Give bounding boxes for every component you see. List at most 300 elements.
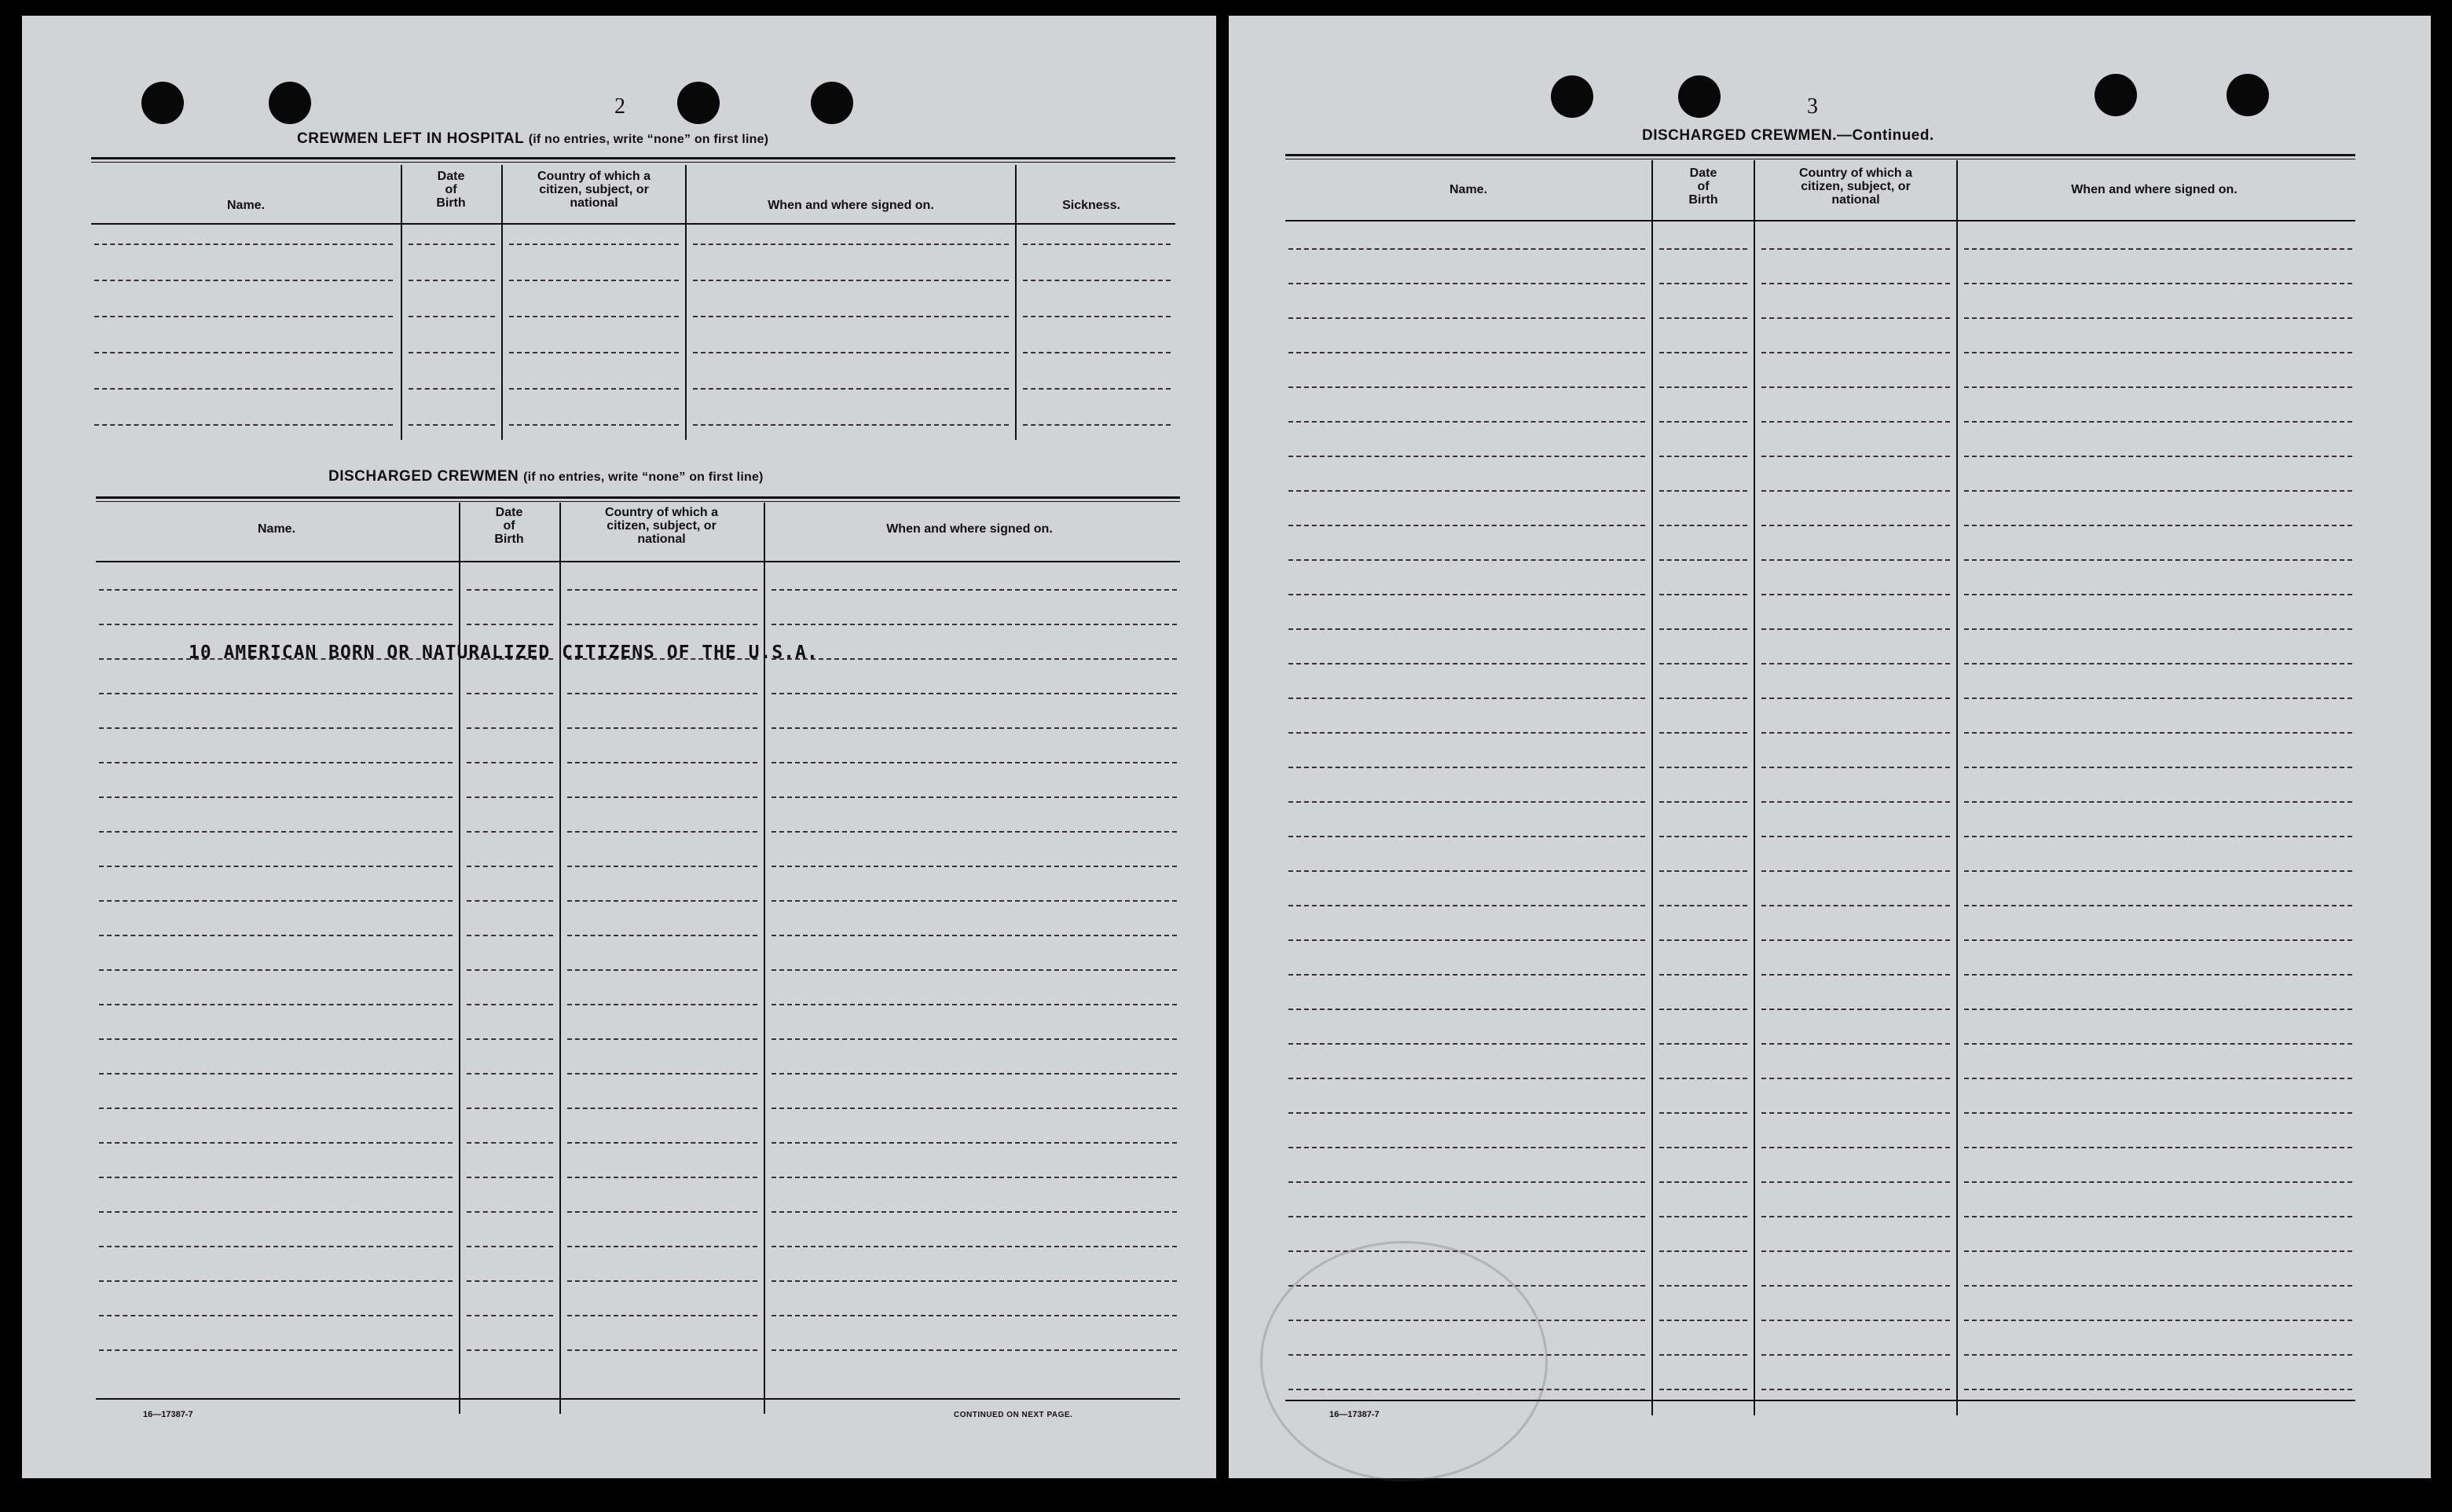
right-page [1229,16,2431,1478]
ruled-line [1659,1147,1747,1148]
page-number: 2 [614,94,625,119]
ruled-line [409,243,495,245]
ruled-line [772,762,1177,763]
ruled-line [1761,1389,1950,1390]
discharged-col-signed-on: When and where signed on. [886,522,1053,536]
ruled-line [1964,1078,2352,1079]
ruled-line [1761,490,1950,492]
discharged-col-dob: Date of Birth [494,506,524,546]
hospital-col-signed-on: When and where signed on. [768,199,934,212]
ruled-line [1288,974,1645,976]
ruled-line [99,1246,453,1247]
ruled-line [1761,1216,1950,1217]
ruled-line [772,796,1177,798]
hospital-divider [401,165,402,440]
ruled-line [1761,1354,1950,1356]
ruled-line [1659,974,1747,976]
ruled-line [1288,1112,1645,1114]
ruled-line [1288,663,1645,664]
ruled-line [1761,1147,1950,1148]
ruled-line [1288,456,1645,457]
ruled-line [1288,352,1645,353]
ruled-line [1659,456,1747,457]
ruled-line [772,624,1177,625]
punch-hole [677,82,720,124]
ruled-line [567,796,757,798]
ruled-line [1288,905,1645,906]
ruled-line [1761,421,1950,423]
right-col-country: Country of which a citizen, subject, or national [1799,167,1912,207]
right-top-rule [1285,154,2355,156]
ruled-line [567,1107,757,1109]
ruled-line [409,316,495,317]
ruled-line [693,316,1009,317]
ruled-line [1288,697,1645,699]
discharged-top-rule-thin [96,501,1180,502]
ruled-line [1659,697,1747,699]
ruled-line [772,1177,1177,1178]
ruled-line [467,1315,553,1316]
ruled-line [1761,1112,1950,1114]
ruled-line [772,1004,1177,1005]
ruled-line [1964,1043,2352,1045]
ruled-line [1659,1389,1747,1390]
ruled-line [467,900,553,902]
ruled-line [772,1038,1177,1040]
ruled-line [567,1246,757,1247]
discharged-bottom-rule [96,1398,1180,1400]
ruled-line [1659,767,1747,768]
ruled-line [1659,1354,1747,1356]
ruled-line [1761,283,1950,284]
right-divider [1754,160,1755,1415]
discharged-col-country: Country of which a citizen, subject, or national [605,506,718,546]
hospital-col-country: Country of which a citizen, subject, or national [537,170,651,210]
ruled-line [1288,939,1645,941]
punch-hole [141,82,184,124]
ruled-line [1288,490,1645,492]
ruled-line [693,388,1009,390]
ruled-line [1288,1181,1645,1183]
hospital-section-title [297,130,768,148]
typed-entry: 10 AMERICAN BORN OR NATURALIZED CITIZENS OF THE U.S.A. [189,643,819,663]
ruled-line [1288,732,1645,734]
ruled-line [1761,352,1950,353]
ruled-line [509,280,679,281]
ruled-line [99,831,453,833]
ruled-line [1659,939,1747,941]
ruled-line [567,1177,757,1178]
ruled-line [467,1142,553,1144]
ruled-line [467,1211,553,1213]
ruled-line [567,1038,757,1040]
ruled-line [1964,836,2352,837]
ruled-line [1659,801,1747,803]
ruled-line [99,1280,453,1282]
ruled-line [1761,1181,1950,1183]
ruled-line [1761,456,1950,457]
hospital-top-rule-thin [91,162,1175,163]
ruled-line [1288,594,1645,595]
ruled-line [99,900,453,902]
ruled-line [1288,1009,1645,1010]
left-page [22,16,1216,1478]
ruled-line [1659,352,1747,353]
ruled-line [772,900,1177,902]
hospital-col-sickness: Sickness. [1062,199,1120,212]
ruled-line [567,1073,757,1075]
punch-hole [2095,74,2137,116]
ruled-line [1659,1009,1747,1010]
ruled-line [772,935,1177,936]
faded-stamp [1260,1241,1548,1481]
right-divider [1956,160,1958,1415]
ruled-line [99,693,453,694]
page-number: 3 [1807,94,1818,119]
discharged-divider [764,503,765,1414]
ruled-line [1288,559,1645,561]
ruled-line [772,693,1177,694]
ruled-line [1964,1181,2352,1183]
ruled-line [1659,663,1747,664]
ruled-line [1964,1009,2352,1010]
ruled-line [1659,525,1747,526]
ruled-line [1288,1043,1645,1045]
ruled-line [467,727,553,729]
ruled-line [94,388,393,390]
hospital-top-rule [91,157,1175,159]
discharged-divider [559,503,561,1414]
punch-hole [2227,74,2269,116]
ruled-line [772,727,1177,729]
ruled-line [1964,1389,2352,1390]
ruled-line [1659,905,1747,906]
ruled-line [1964,663,2352,664]
ruled-line [1023,388,1171,390]
ruled-line [1761,1320,1950,1321]
ruled-line [1964,1320,2352,1321]
ruled-line [567,1315,757,1316]
ruled-line [467,1349,553,1351]
ruled-line [99,1349,453,1351]
ruled-line [1761,594,1950,595]
ruled-line [1964,1354,2352,1356]
ruled-line [1659,870,1747,872]
ruled-line [1761,1043,1950,1045]
hospital-divider [501,165,503,440]
ruled-line [1964,1147,2352,1148]
ruled-line [567,900,757,902]
ruled-line [467,624,553,625]
ruled-line [409,424,495,426]
ruled-line [99,624,453,625]
ruled-line [1761,801,1950,803]
ruled-line [1023,352,1171,353]
ruled-line [567,1004,757,1005]
ruled-line [94,243,393,245]
punch-hole [811,82,853,124]
ruled-line [99,935,453,936]
ruled-line [1659,490,1747,492]
ruled-line [467,1107,553,1109]
ruled-line [693,243,1009,245]
right-divider [1651,160,1653,1415]
ruled-line [467,693,553,694]
hospital-instruction: (if no entries, write “none” on first line) [528,133,769,146]
ruled-line [1288,1147,1645,1148]
ruled-line [1761,836,1950,837]
ruled-line [99,796,453,798]
ruled-line [1288,870,1645,872]
ruled-line [1964,1285,2352,1287]
ruled-line [772,1280,1177,1282]
ruled-line [99,762,453,763]
ruled-line [509,316,679,317]
ruled-line [567,727,757,729]
ruled-line [567,1349,757,1351]
ruled-line [1964,525,2352,526]
ruled-line [1288,1078,1645,1079]
ruled-line [567,935,757,936]
ruled-line [1964,283,2352,284]
ruled-line [567,831,757,833]
ruled-line [1964,490,2352,492]
ruled-line [467,1073,553,1075]
ruled-line [1964,1112,2352,1114]
ruled-line [1659,248,1747,250]
ruled-line [509,424,679,426]
ruled-line [1964,974,2352,976]
ruled-line [467,1177,553,1178]
ruled-line [1761,870,1950,872]
ruled-line [1964,317,2352,319]
ruled-line [99,866,453,867]
ruled-line [99,1038,453,1040]
ruled-line [1288,1216,1645,1217]
ruled-line [1659,421,1747,423]
hospital-col-dob: Date of Birth [436,170,466,210]
ruled-line [509,352,679,353]
ruled-line [99,1073,453,1075]
ruled-line [99,1177,453,1178]
discharged-instruction: (if no entries, write “none” on first line) [523,470,764,484]
ruled-line [772,1211,1177,1213]
ruled-line [567,762,757,763]
discharged-col-name: Name. [257,522,296,536]
ruled-line [693,352,1009,353]
discharged-top-rule [96,496,1180,499]
ruled-line [772,831,1177,833]
ruled-line [99,727,453,729]
ruled-line [1761,317,1950,319]
discharged-divider [459,503,460,1414]
ruled-line [1023,424,1171,426]
ruled-line [99,1315,453,1316]
ruled-line [467,935,553,936]
ruled-line [467,969,553,971]
ruled-line [1659,628,1747,630]
ruled-line [1288,421,1645,423]
ruled-line [772,1349,1177,1351]
ruled-line [1761,248,1950,250]
ruled-line [1964,248,2352,250]
ruled-line [1761,559,1950,561]
ruled-line [1659,559,1747,561]
ruled-line [1659,1250,1747,1252]
right-header-rule [1285,220,2355,221]
ruled-line [1964,456,2352,457]
ruled-line [1023,243,1171,245]
ruled-line [1288,248,1645,250]
ruled-line [1288,317,1645,319]
hospital-divider [685,165,687,440]
ruled-line [509,388,679,390]
ruled-line [567,624,757,625]
ruled-line [1761,1285,1950,1287]
ruled-line [1659,283,1747,284]
ruled-line [409,352,495,353]
ruled-line [772,866,1177,867]
ruled-line [1659,317,1747,319]
ruled-line [1761,974,1950,976]
right-col-name: Name. [1449,183,1488,196]
ruled-line [99,1211,453,1213]
ruled-line [467,1004,553,1005]
ruled-line [1964,801,2352,803]
ruled-line [1964,421,2352,423]
ruled-line [1964,697,2352,699]
ruled-line [1761,939,1950,941]
ruled-line [1761,1250,1950,1252]
ruled-line [1761,628,1950,630]
continued-section-title: DISCHARGED CREWMEN.—Continued. [1642,127,1934,144]
ruled-line [99,589,453,591]
hospital-divider [1015,165,1017,440]
ruled-line [1659,1216,1747,1217]
ruled-line [1761,1009,1950,1010]
ruled-line [772,1142,1177,1144]
ruled-line [467,866,553,867]
hospital-col-name: Name. [226,199,266,212]
ruled-line [1964,939,2352,941]
ruled-line [94,280,393,281]
ruled-line [1761,525,1950,526]
ruled-line [409,280,495,281]
ruled-line [772,1073,1177,1075]
ruled-line [1023,316,1171,317]
ruled-line [1659,1078,1747,1079]
right-col-dob: Date of Birth [1688,167,1718,207]
ruled-line [1761,905,1950,906]
ruled-line [1761,386,1950,388]
ruled-line [467,589,553,591]
discharged-section-title [328,468,764,485]
ruled-line [1659,1320,1747,1321]
ruled-line [1964,767,2352,768]
continued-note: CONTINUED ON NEXT PAGE. [954,1411,1073,1419]
punch-hole [1678,75,1721,118]
ruled-line [1659,594,1747,595]
ruled-line [1288,283,1645,284]
ruled-line [1964,594,2352,595]
ruled-line [567,969,757,971]
ruled-line [567,866,757,867]
ruled-line [1964,732,2352,734]
ruled-line [1659,1181,1747,1183]
ruled-line [1761,663,1950,664]
hospital-header-rule [91,223,1175,225]
ruled-line [567,1142,757,1144]
ruled-line [1288,386,1645,388]
discharged-title-text: DISCHARGED CREWMEN [328,468,519,485]
ruled-line [567,589,757,591]
ruled-line [1659,732,1747,734]
ruled-line [94,316,393,317]
ruled-line [1659,386,1747,388]
ruled-line [1761,697,1950,699]
ruled-line [99,1142,453,1144]
ruled-line [1023,280,1171,281]
ruled-line [94,424,393,426]
ruled-line [772,1246,1177,1247]
ruled-line [693,280,1009,281]
form-number: 16—17387-7 [1329,1410,1380,1419]
ruled-line [467,831,553,833]
ruled-line [1288,836,1645,837]
ruled-line [409,388,495,390]
right-col-signed-on: When and where signed on. [2071,183,2238,196]
hospital-title-text: CREWMEN LEFT IN HOSPITAL [297,130,524,147]
discharged-header-rule [96,561,1180,562]
ruled-line [1761,1078,1950,1079]
ruled-line [1659,1112,1747,1114]
ruled-line [1659,836,1747,837]
ruled-line [467,796,553,798]
ruled-line [1761,732,1950,734]
ruled-line [467,762,553,763]
ruled-line [567,693,757,694]
ruled-line [1288,525,1645,526]
ruled-line [1288,628,1645,630]
ruled-line [1288,767,1645,768]
ruled-line [467,1280,553,1282]
ruled-line [693,424,1009,426]
ruled-line [99,1004,453,1005]
ruled-line [1964,905,2352,906]
ruled-line [1964,352,2352,353]
ruled-line [772,969,1177,971]
ruled-line [1288,801,1645,803]
ruled-line [772,1107,1177,1109]
ruled-line [1659,1043,1747,1045]
ruled-line [567,1280,757,1282]
ruled-line [94,352,393,353]
ruled-line [1964,1250,2352,1252]
ruled-line [1964,386,2352,388]
ruled-line [1964,1216,2352,1217]
ruled-line [467,1246,553,1247]
ruled-line [1761,767,1950,768]
ruled-line [567,1211,757,1213]
form-number: 16—17387-7 [143,1410,193,1419]
ruled-line [772,1315,1177,1316]
ruled-line [509,243,679,245]
ruled-line [467,1038,553,1040]
ruled-line [772,658,1177,660]
punch-hole [269,82,311,124]
ruled-line [99,969,453,971]
ruled-line [772,589,1177,591]
